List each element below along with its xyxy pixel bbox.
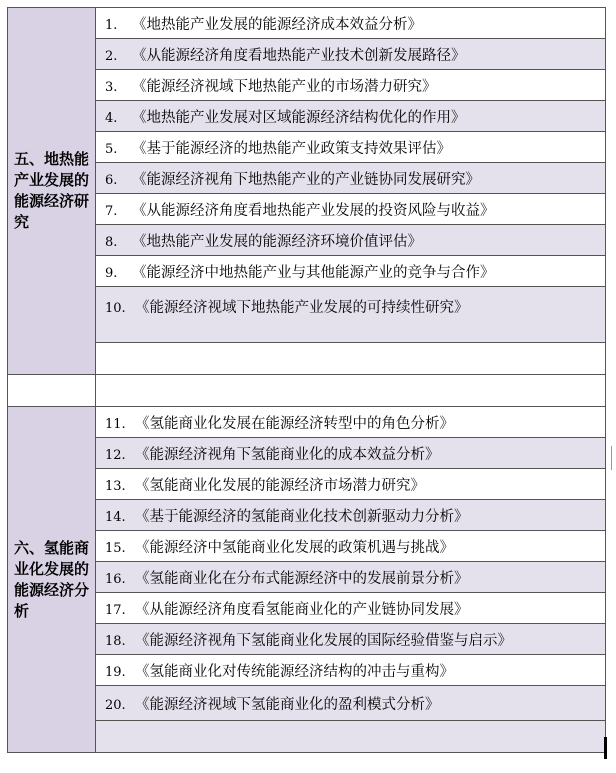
table-row — [8, 721, 606, 753]
item-number: 2. — [105, 48, 118, 64]
table-row — [8, 562, 606, 593]
table-row — [8, 194, 606, 225]
list-item[interactable] — [96, 101, 606, 132]
item-number: 16. — [105, 571, 126, 587]
table-row — [8, 531, 606, 562]
item-title: 《从能源经济角度看地热能产业技术创新发展路径》 — [132, 47, 466, 64]
topic-table — [7, 7, 606, 753]
list-item[interactable] — [96, 132, 606, 163]
item-title: 《氢能商业化在分布式能源经济中的发展前景分析》 — [135, 570, 469, 587]
section-header-6[interactable] — [8, 407, 96, 753]
item-number: 4. — [105, 110, 118, 126]
item-number: 19. — [105, 664, 126, 680]
list-item[interactable] — [96, 256, 606, 287]
item-title: 《能源经济中氢能商业化发展的政策机遇与挑战》 — [135, 539, 454, 556]
table-row — [8, 500, 606, 531]
item-title: 《能源经济视域下地热能产业发展的可持续性研究》 — [135, 300, 469, 316]
list-item[interactable] — [96, 194, 606, 225]
item-number: 7. — [105, 203, 118, 219]
item-number: 11. — [105, 416, 126, 432]
item-title: 《能源经济视角下氢能商业化发展的国际经验借鉴与启示》 — [135, 632, 512, 649]
item-number: 9. — [105, 265, 118, 281]
list-item[interactable] — [96, 438, 606, 469]
table-row — [8, 593, 606, 624]
table-row — [8, 256, 606, 287]
list-item[interactable] — [96, 562, 606, 593]
table-row — [8, 686, 606, 721]
table-row — [8, 132, 606, 163]
item-title: 《从能源经济角度看氢能商业化的产业链协同发展》 — [135, 601, 469, 618]
item-title: 《能源经济视角下地热能产业的产业链协同发展研究》 — [132, 171, 480, 188]
list-item[interactable] — [96, 686, 606, 721]
list-item[interactable] — [96, 8, 606, 39]
table-row — [8, 39, 606, 70]
item-title: 《地热能产业发展的能源经济环境价值评估》 — [132, 233, 422, 250]
table-row — [8, 375, 606, 407]
item-title: 《基于能源经济的氢能商业化技术创新驱动力分析》 — [135, 508, 469, 525]
list-item[interactable] — [96, 163, 606, 194]
section-title: 六、氢能商业化发展的能源经济分析 — [14, 538, 90, 620]
list-item[interactable] — [96, 225, 606, 256]
list-item[interactable] — [96, 593, 606, 624]
list-item[interactable] — [96, 500, 606, 531]
item-number: 10. — [105, 301, 126, 316]
table-row — [8, 8, 606, 39]
item-title: 《能源经济中地热能产业与其他能源产业的竞争与合作》 — [132, 264, 495, 281]
empty-cell[interactable] — [96, 721, 606, 753]
item-title: 《氢能商业化发展在能源经济转型中的角色分析》 — [135, 415, 454, 432]
item-number: 3. — [105, 79, 118, 95]
item-number: 8. — [105, 234, 118, 250]
item-number: 14. — [105, 509, 126, 525]
table-row — [8, 163, 606, 194]
cell-cursor-marker — [604, 737, 607, 759]
item-number: 12. — [105, 447, 126, 463]
item-title: 《能源经济视角下氢能商业化的成本效益分析》 — [135, 446, 440, 463]
item-number: 5. — [105, 141, 118, 157]
table-row — [8, 343, 606, 375]
scroll-edge-marker — [611, 446, 616, 470]
item-title: 《基于能源经济的地热能产业政策支持效果评估》 — [132, 140, 451, 157]
list-item[interactable] — [96, 531, 606, 562]
empty-cell[interactable] — [96, 343, 606, 375]
item-title: 《地热能产业发展的能源经济成本效益分析》 — [132, 16, 422, 33]
list-item[interactable] — [96, 655, 606, 686]
list-item[interactable] — [96, 624, 606, 655]
table-row — [8, 438, 606, 469]
item-number: 6. — [105, 172, 118, 188]
table-row — [8, 469, 606, 500]
item-title: 《能源经济视域下地热能产业的市场潜力研究》 — [132, 78, 437, 95]
section-header-5[interactable] — [8, 8, 96, 375]
item-number: 17. — [105, 602, 126, 618]
item-title: 《能源经济视域下氢能商业化的盈利模式分析》 — [135, 696, 440, 713]
section-title: 五、地热能产业发展的能源经济研究 — [14, 150, 90, 231]
list-item[interactable] — [96, 407, 606, 438]
table-row — [8, 407, 606, 438]
table-row — [8, 70, 606, 101]
item-number: 20. — [105, 697, 126, 713]
table-row — [8, 624, 606, 655]
table-row — [8, 655, 606, 686]
table-row — [8, 225, 606, 256]
item-number: 18. — [105, 633, 126, 649]
item-title: 《氢能商业化发展的能源经济市场潜力研究》 — [135, 477, 425, 494]
list-item[interactable] — [96, 70, 606, 101]
item-title: 《从能源经济角度看地热能产业发展的投资风险与收益》 — [132, 202, 495, 219]
item-title: 《地热能产业发展对区域能源经济结构优化的作用》 — [132, 109, 466, 126]
table-row — [8, 101, 606, 132]
list-item[interactable] — [96, 287, 606, 343]
item-number: 13. — [105, 478, 126, 494]
table-row — [8, 287, 606, 343]
list-item[interactable] — [96, 469, 606, 500]
item-number: 15. — [105, 540, 126, 556]
empty-cell[interactable] — [8, 375, 96, 407]
list-item[interactable] — [96, 39, 606, 70]
empty-cell[interactable] — [96, 375, 606, 407]
item-title: 《氢能商业化对传统能源经济结构的冲击与重构》 — [135, 663, 454, 680]
item-number: 1. — [105, 17, 118, 33]
